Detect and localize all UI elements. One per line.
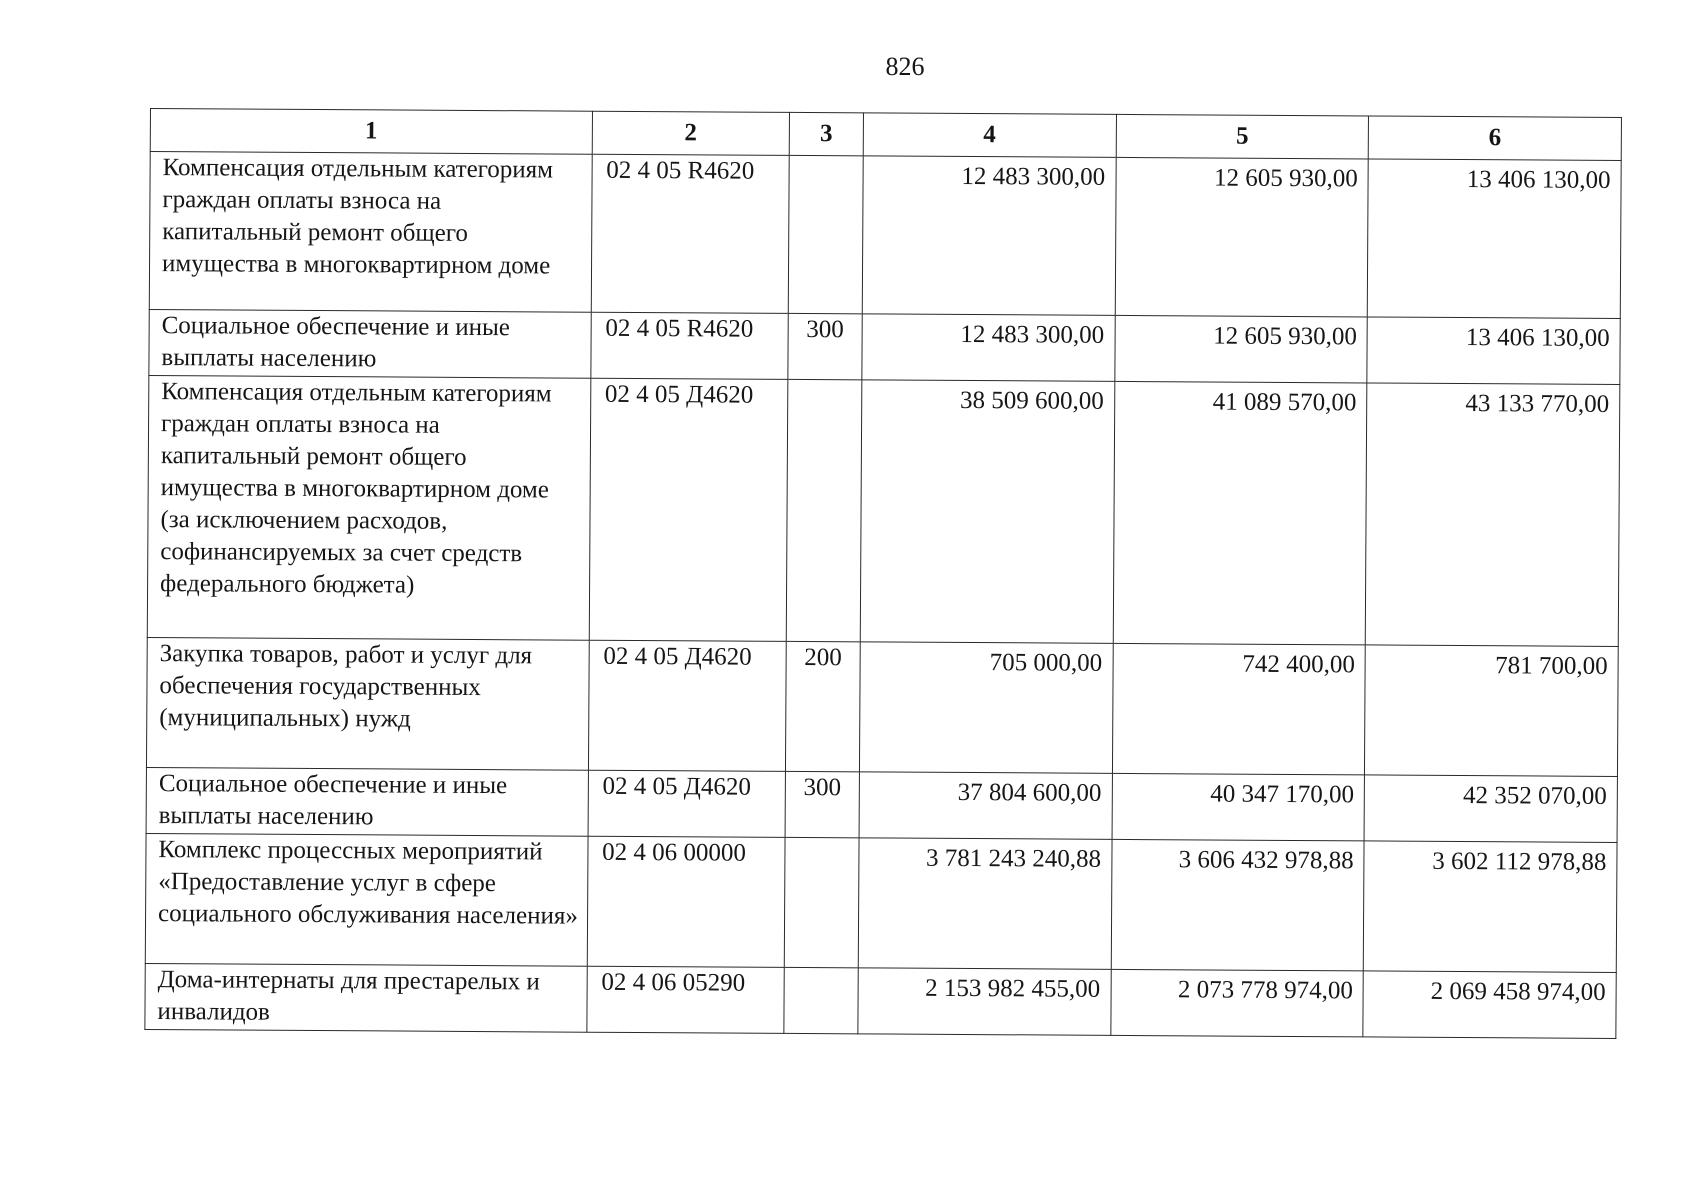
table-row: [146, 637, 1618, 776]
page-number: 826: [885, 52, 925, 81]
row-value-col4: 2 153 982 455,00: [858, 968, 1111, 1036]
table-row: [145, 963, 1616, 1038]
row-code: 02 4 05 R4620: [591, 312, 789, 379]
table-row: [149, 152, 1621, 319]
column-header-4: 4: [863, 113, 1116, 158]
column-header-1: 1: [150, 109, 592, 155]
row-value-col6: 2 069 458 974,00: [1363, 971, 1616, 1039]
row-value-col6: 781 700,00: [1365, 645, 1619, 777]
row-value-col5: 2 073 778 974,00: [1110, 969, 1363, 1037]
column-header-2: 2: [592, 111, 789, 155]
row-value-col6: 13 406 130,00: [1367, 317, 1620, 385]
row-value-col5: 12 605 930,00: [1114, 315, 1367, 383]
row-value-col6: 43 133 770,00: [1365, 383, 1619, 647]
row-expense-type: 300: [785, 771, 859, 837]
row-value-col4: 12 483 300,00: [862, 314, 1115, 382]
row-code: 02 4 06 00000: [587, 836, 785, 967]
row-value-col4: 3 781 243 240,88: [858, 838, 1111, 970]
row-value-col4: 12 483 300,00: [862, 156, 1116, 316]
row-value-col4: 37 804 600,00: [859, 772, 1112, 840]
row-expense-type: [788, 155, 863, 313]
row-code: 02 4 06 05290: [587, 966, 785, 1033]
row-name: Дома-интернаты для престарелых и инвалидов: [145, 963, 587, 1032]
row-expense-type: [784, 837, 859, 967]
budget-table: [144, 108, 1622, 1039]
row-expense-type: 300: [788, 313, 862, 379]
column-header-3: 3: [789, 112, 863, 155]
row-name: Компенсация отдельным категориям граждан оплаты взноса на капитальный ремонт общего имущества в многоквартирном доме (за исключением расходов, софинансируемых за счет средств федерального бюджета): [147, 375, 590, 640]
row-code: 02 4 05 Д4620: [588, 640, 786, 771]
row-name: Комплекс процессных мероприятий «Предоставление услуг в сфере социального обслуживания населения»: [145, 833, 587, 966]
row-code: 02 4 05 Д4620: [589, 378, 788, 641]
row-value-col5: 12 605 930,00: [1115, 157, 1369, 317]
table-row: [145, 833, 1617, 972]
row-value-col4: 705 000,00: [859, 642, 1112, 774]
row-name: Компенсация отдельным категориям граждан оплаты взноса на капитальный ремонт общего имущества в многоквартирном доме: [149, 152, 592, 313]
row-value-col5: 742 400,00: [1112, 643, 1365, 775]
row-expense-type: [784, 967, 858, 1033]
row-code: 02 4 05 Д4620: [588, 770, 786, 837]
table-row: [147, 375, 1620, 646]
budget-table-wrapper: [144, 108, 1622, 1039]
row-code: 02 4 05 R4620: [591, 154, 789, 313]
column-header-5: 5: [1116, 114, 1369, 159]
row-expense-type: 200: [785, 641, 860, 771]
row-value-col5: 40 347 170,00: [1112, 773, 1365, 841]
row-value-col5: 3 606 432 978,88: [1111, 839, 1364, 971]
row-value-col6: 42 352 070,00: [1364, 775, 1617, 843]
row-name: Социальное обеспечение и иные выплаты населению: [149, 309, 591, 378]
row-name: Закупка товаров, работ и услуг для обеспечения государственных (муниципальных) нужд: [146, 637, 588, 770]
table-row: [149, 309, 1620, 384]
table-row: [146, 767, 1617, 842]
column-header-6: 6: [1368, 116, 1621, 161]
row-value-col5: 41 089 570,00: [1113, 381, 1367, 645]
row-value-col6: 13 406 130,00: [1367, 159, 1621, 319]
row-expense-type: [786, 379, 862, 641]
row-name: Социальное обеспечение и иные выплаты населению: [146, 767, 588, 836]
row-value-col6: 3 602 112 978,88: [1364, 841, 1618, 973]
row-value-col4: 38 509 600,00: [860, 380, 1114, 644]
